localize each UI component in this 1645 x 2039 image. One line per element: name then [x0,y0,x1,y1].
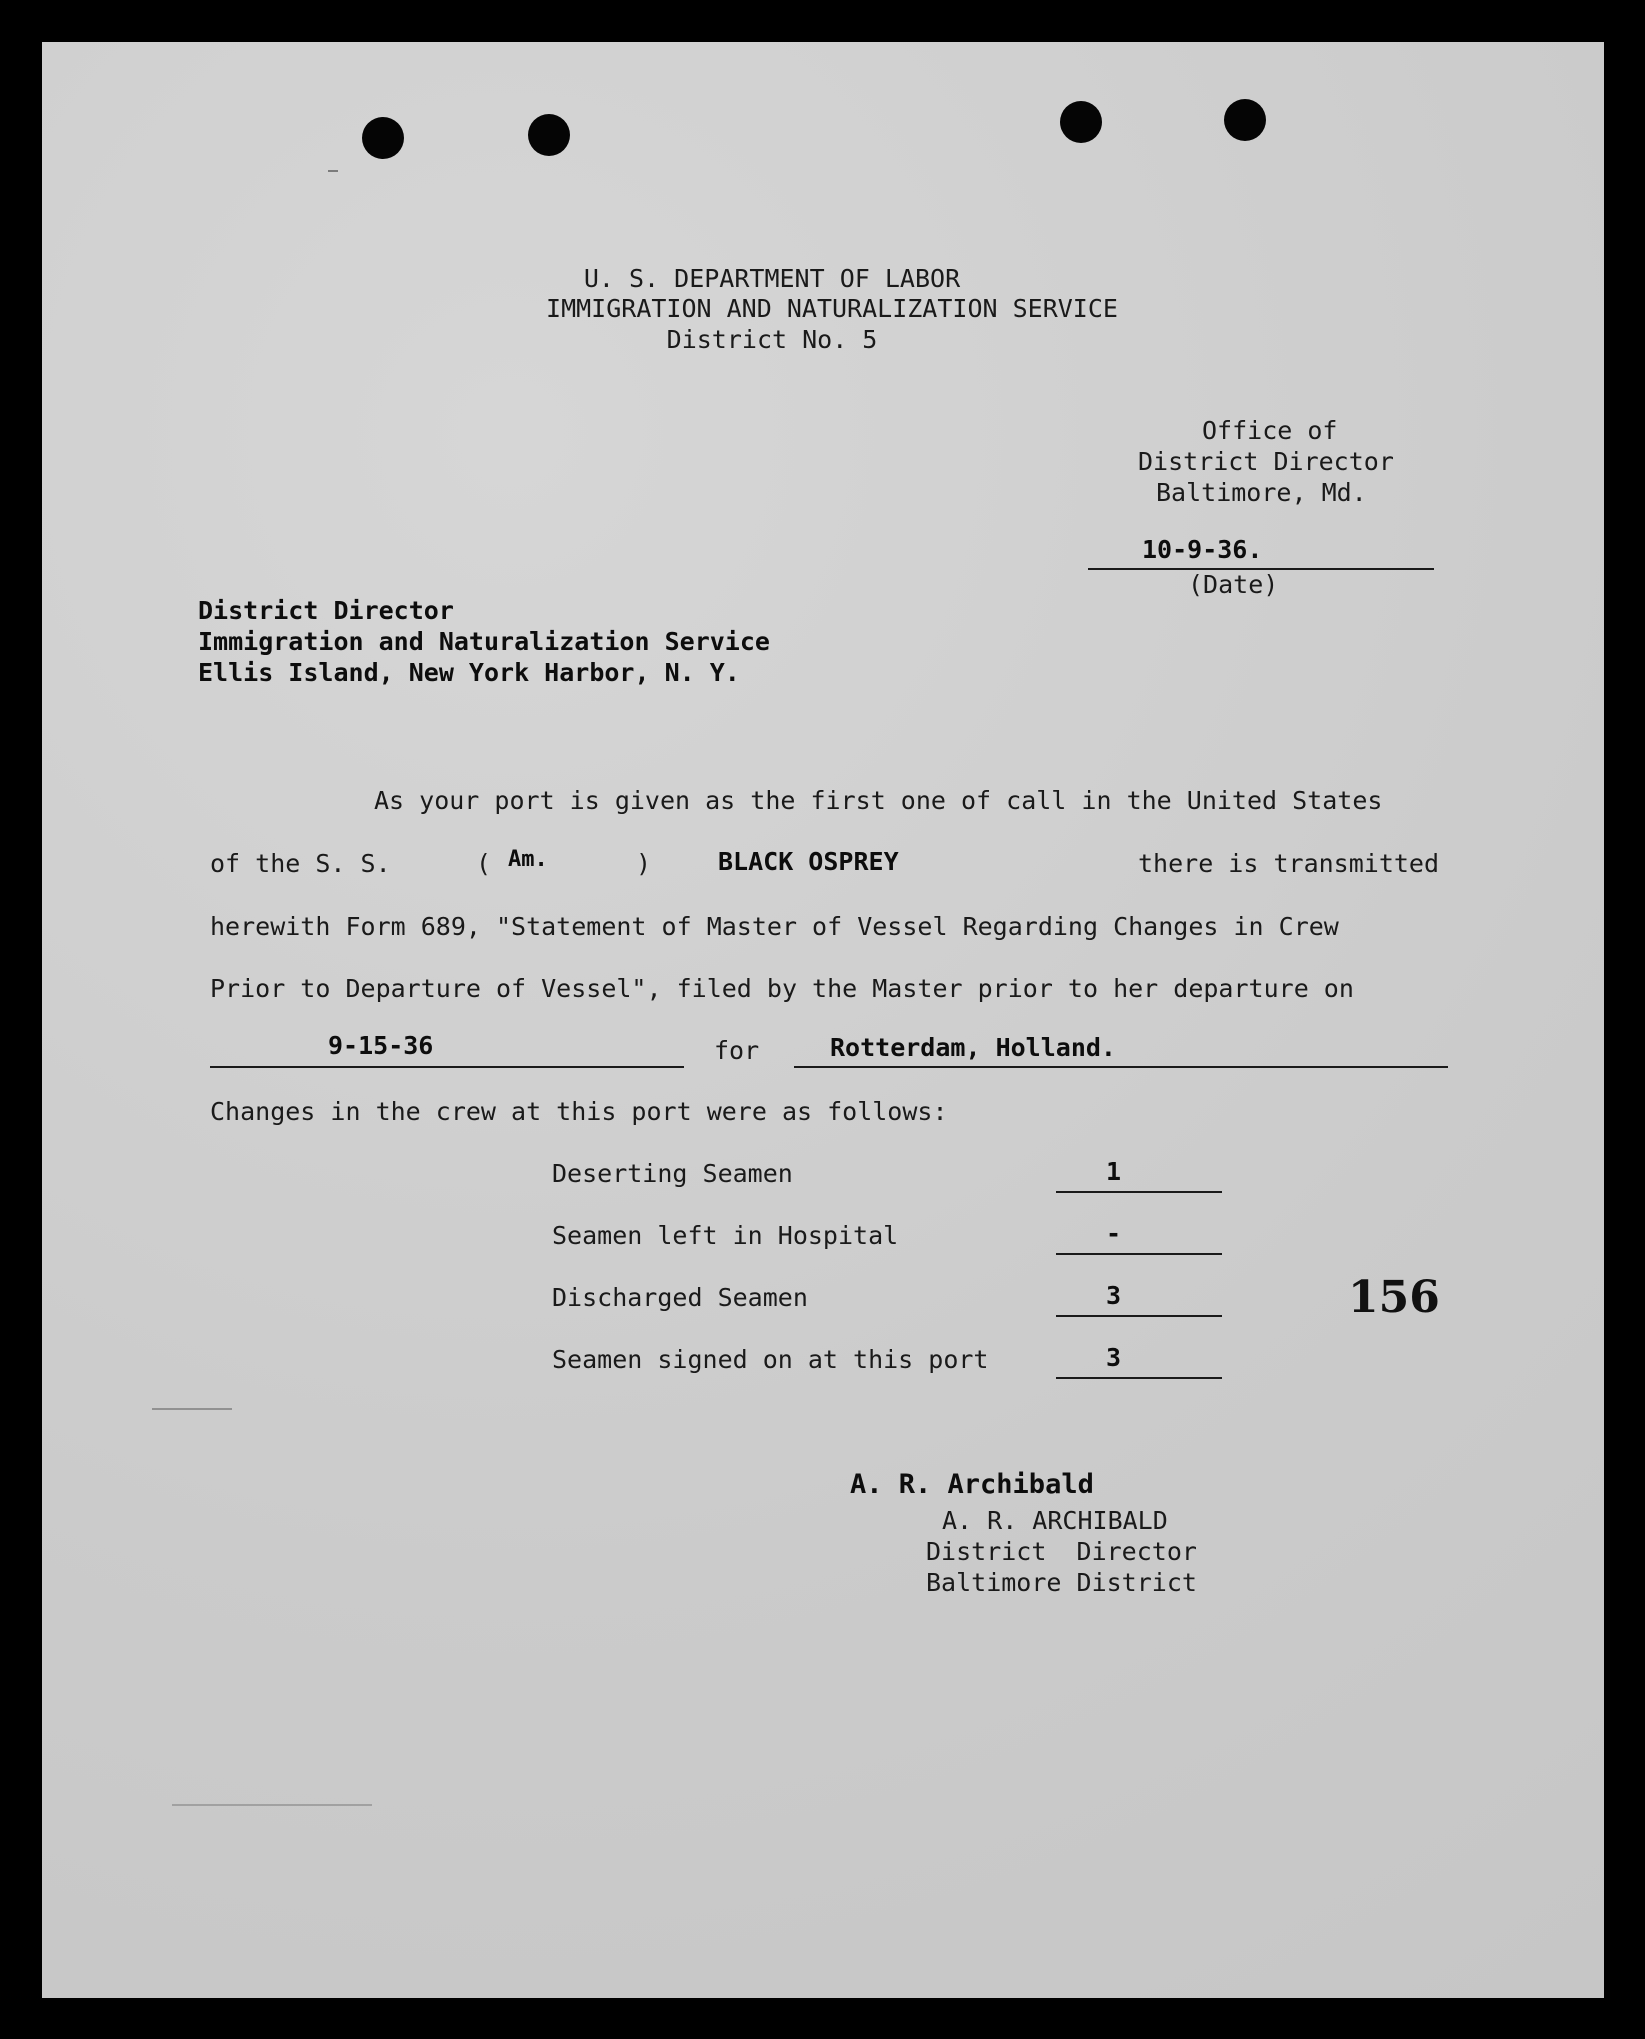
body-line-1: As your port is given as the first one of call in the United States [374,786,1383,815]
body-line-3: herewith Form 689, "Statement of Master of Vessel Regarding Changes in Crew [210,912,1339,941]
departure-date: 9-15-36 [328,1031,434,1060]
scan-mark [328,170,338,172]
signer-title: District Director [926,1537,1197,1566]
addressee-line-1: District Director [198,596,454,625]
punch-hole [362,117,404,159]
letter-date: 10-9-36. [1142,535,1263,564]
crew-change-value: 1 [1106,1157,1122,1186]
crew-change-rule [1056,1253,1222,1255]
scan-mark [152,1408,232,1410]
stamp-number: 156 [1348,1272,1440,1323]
scan-mark [172,1804,372,1806]
date-label: (Date) [1188,570,1279,599]
signer-district: Baltimore District [926,1568,1197,1597]
document-page [42,42,1604,1998]
vessel-nationality: Am. [508,847,548,872]
office-line-3: Baltimore, Md. [1156,478,1367,507]
destination-rule [794,1066,1448,1068]
body-line-4: Prior to Departure of Vessel", filed by the Master prior to her departure on [210,974,1354,1003]
crew-change-label: Deserting Seamen [552,1159,793,1188]
addressee-line-2: Immigration and Naturalization Service [198,627,770,656]
changes-intro: Changes in the crew at this port were as follows: [210,1097,948,1126]
punch-hole [528,114,570,156]
crew-change-value: 3 [1106,1281,1122,1310]
crew-change-label: Seamen left in Hospital [552,1221,899,1250]
crew-change-value: - [1106,1219,1122,1248]
departure-date-rule [210,1066,684,1068]
addressee-line-3: Ellis Island, New York Harbor, N. Y. [198,658,740,687]
vessel-name: BLACK OSPREY [718,847,899,876]
letterhead-service: IMMIGRATION AND NATURALIZATION SERVICE [546,294,1118,323]
paren-open: ( [476,849,492,878]
office-line-2: District Director [1138,447,1394,476]
paren-close: ) [636,849,652,878]
body-line-2-start: of the S. S. [210,849,391,878]
office-line-1: Office of [1202,416,1338,445]
signature: A. R. Archibald [850,1469,1094,1500]
body-line-2-end: there is transmitted [1138,849,1440,878]
crew-change-rule [1056,1377,1222,1379]
punch-hole [1060,101,1102,143]
crew-change-label: Seamen signed on at this port [552,1345,989,1374]
crew-change-rule [1056,1191,1222,1193]
crew-change-rule [1056,1315,1222,1317]
punch-hole [1224,99,1266,141]
for-word: for [714,1036,760,1065]
letterhead-department: U. S. DEPARTMENT OF LABOR [583,264,961,293]
destination: Rotterdam, Holland. [830,1033,1116,1062]
letterhead-district: District No. 5 [666,325,878,354]
crew-change-value: 3 [1106,1343,1122,1372]
signer-name: A. R. ARCHIBALD [942,1506,1168,1535]
crew-change-label: Discharged Seamen [552,1283,808,1312]
